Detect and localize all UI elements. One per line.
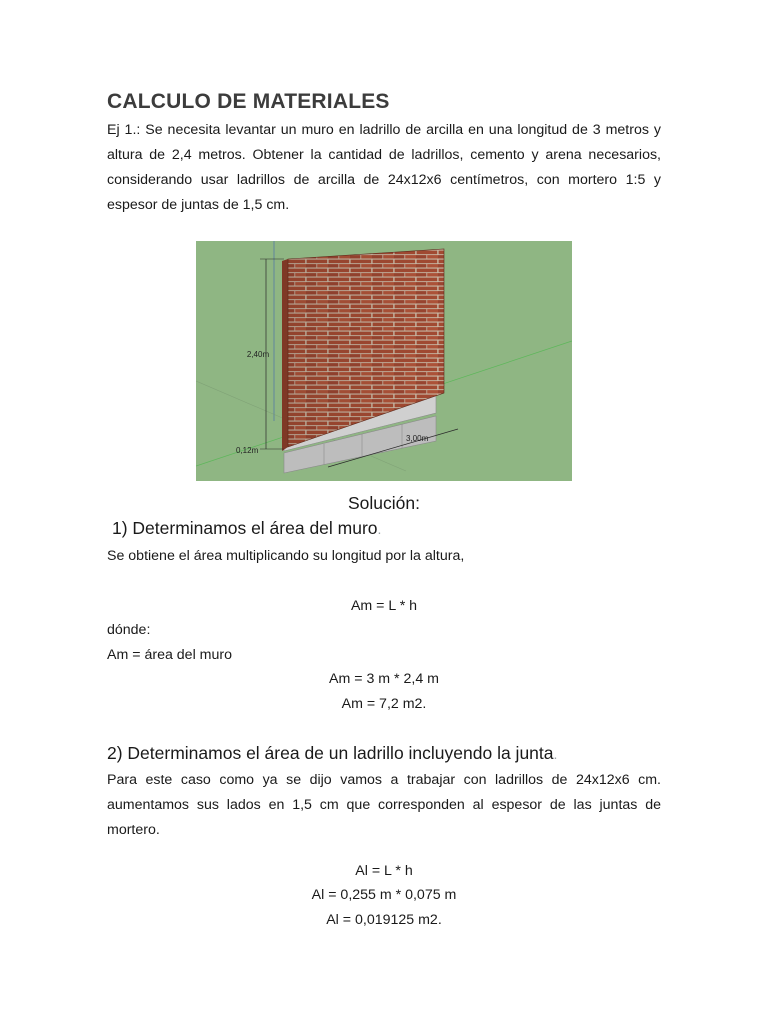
step2-heading bbox=[107, 741, 557, 766]
solution-label: Solución: bbox=[348, 493, 420, 513]
step1-formula: Am = L * h bbox=[350, 598, 418, 614]
thickness-label: 0,12m bbox=[236, 446, 259, 455]
step1-definition: Am = área del muro bbox=[107, 647, 232, 663]
step2-result: Al = 0,019125 m2. bbox=[326, 912, 442, 928]
height-label: 2,40m bbox=[246, 350, 270, 359]
where-label: dónde: bbox=[107, 622, 151, 638]
step1-calc: Am = 3 m * 2,4 m bbox=[329, 671, 439, 687]
step1-text: Se obtiene el área multiplicando su longitud por la altura, bbox=[107, 548, 465, 564]
wall-figure bbox=[196, 241, 572, 481]
step2-paragraph: Para este caso como ya se dijo vamos a trabajar con ladrillos de 24x12x6 cm. aumentamos sus lados en 1,5 cm que corresponden al espesor de las juntas de mortero. bbox=[107, 772, 661, 838]
page-title: CALCULO DE MATERIALES bbox=[107, 90, 390, 113]
step1-heading bbox=[112, 516, 381, 541]
step1-heading-dot: . bbox=[377, 521, 382, 537]
step2-formula: Al = L * h bbox=[355, 863, 413, 879]
step1-result: Am = 7,2 m2. bbox=[341, 696, 427, 712]
wall-side bbox=[282, 259, 288, 451]
wall-illustration bbox=[196, 241, 572, 481]
length-label: 3,00m bbox=[406, 434, 429, 443]
step1-heading-text: 1) Determinamos el área del muro bbox=[112, 518, 378, 538]
intro-paragraph: Ej 1.: Se necesita levantar un muro en ladrillo de arcilla en una longitud de 3 metros y altura de 2,4 metros. Obtener la cantidad de ladrillos, cemento y arena necesarios, considerando usar ladrillos de arcilla de 24x12x6 centímetros, con mortero 1:5 y espesor de juntas de 1,5 cm. bbox=[107, 122, 661, 213]
step2-heading-text: 2) Determinamos el área de un ladrillo incluyendo la junta bbox=[107, 743, 554, 763]
step2-heading-dot: . bbox=[553, 746, 558, 762]
step2-calc: Al = 0,255 m * 0,075 m bbox=[311, 887, 457, 903]
